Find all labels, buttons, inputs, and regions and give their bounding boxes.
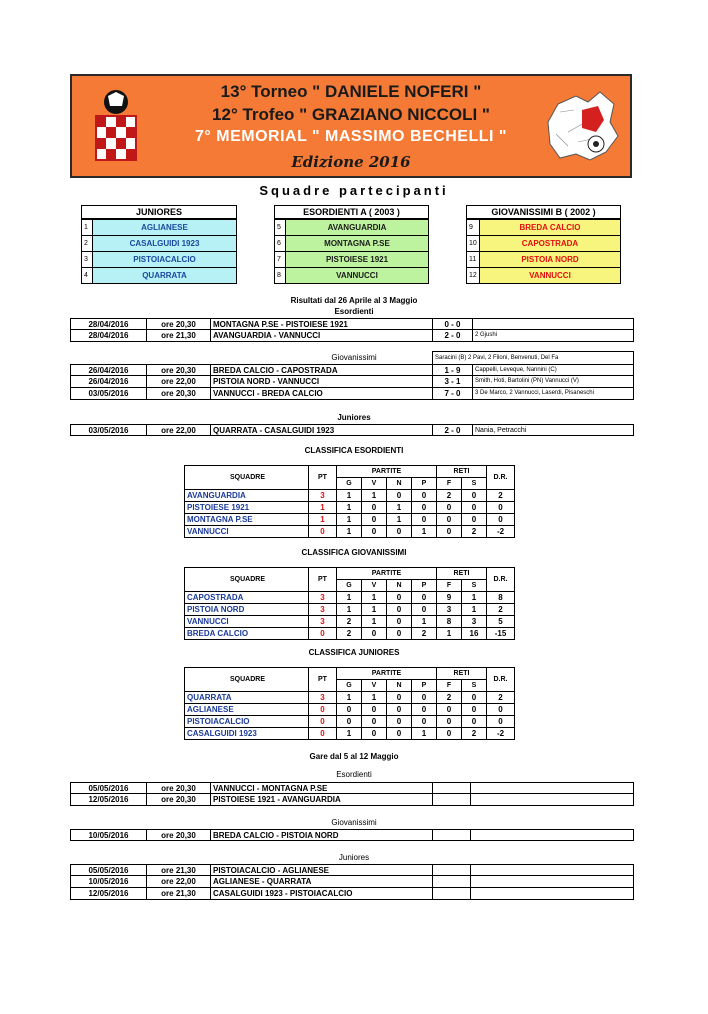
standings-giovanissimi-title: CLASSIFICA GIOVANISSIMI: [301, 548, 407, 557]
wins: 0: [362, 704, 387, 716]
match-time: ore 21,30: [147, 888, 211, 899]
match-result: 2 - 0: [433, 330, 473, 341]
result-row: [70, 318, 634, 330]
team-name: AVANGUARDIA: [185, 490, 309, 502]
table-row: [185, 604, 515, 616]
goals-against: 1: [462, 604, 487, 616]
draws: 1: [387, 502, 412, 514]
losses: 0: [412, 604, 437, 616]
edition-label: Edizione 2016: [291, 153, 411, 171]
team-name: BREDA CALCIO: [480, 220, 621, 236]
fixture-row: [70, 829, 634, 841]
points: 3: [309, 604, 337, 616]
col-s: S: [462, 478, 487, 490]
table-row: [185, 490, 515, 502]
team-name: PISTOIESE 1921: [286, 252, 429, 268]
goal-difference: 2: [487, 604, 515, 616]
goals-against: 2: [462, 728, 487, 740]
draws: 0: [387, 692, 412, 704]
goal-difference: 2: [487, 490, 515, 502]
match-result: 3 - 1: [433, 376, 473, 387]
match-date: 26/04/2016: [71, 376, 147, 387]
wins: 0: [362, 502, 387, 514]
match-date: 03/05/2016: [71, 388, 147, 399]
col-s: S: [462, 580, 487, 592]
table-row: [185, 728, 515, 740]
wins: 0: [362, 628, 387, 640]
team-row: [81, 252, 237, 268]
col-v: V: [362, 580, 387, 592]
draws: 0: [387, 616, 412, 628]
match-teams: PISTOIESE 1921 - AVANGUARDIA: [211, 794, 433, 805]
team-name: VANNUCCI: [185, 616, 309, 628]
team-name: QUARRATA: [93, 268, 237, 284]
match-teams: AGLIANESE - QUARRATA: [211, 876, 433, 887]
col-reti: RETI: [437, 568, 487, 580]
team-name: CAPOSTRADA: [480, 236, 621, 252]
col-partite: PARTITE: [337, 668, 437, 680]
losses: 0: [412, 502, 437, 514]
fixture-row: [70, 888, 634, 900]
col-dr: D.R.: [487, 568, 515, 592]
goals-for: 2: [437, 692, 462, 704]
match-time: ore 20,30: [147, 365, 211, 375]
empty-cell: [433, 865, 471, 875]
points: 0: [309, 704, 337, 716]
games: 1: [337, 502, 362, 514]
table-row: [185, 502, 515, 514]
col-g: G: [337, 580, 362, 592]
draws: 0: [387, 728, 412, 740]
losses: 0: [412, 514, 437, 526]
games: 1: [337, 526, 362, 538]
col-dr: D.R.: [487, 466, 515, 490]
match-date: 28/04/2016: [71, 330, 147, 341]
juniores-teams-box: [81, 205, 237, 284]
goals-for: 0: [437, 704, 462, 716]
match-scorers: [473, 319, 633, 329]
match-teams: BREDA CALCIO - CAPOSTRADA: [211, 365, 433, 375]
col-g: G: [337, 478, 362, 490]
team-name: VANNUCCI: [480, 268, 621, 284]
goals-for: 3: [437, 604, 462, 616]
games: 0: [337, 716, 362, 728]
fixture-row: [70, 782, 634, 794]
losses: 0: [412, 490, 437, 502]
goal-difference: -15: [487, 628, 515, 640]
col-s: S: [462, 680, 487, 692]
result-row: [70, 364, 634, 376]
team-name: CAPOSTRADA: [185, 592, 309, 604]
match-teams: PISTOIA NORD - VANNUCCI: [211, 376, 433, 387]
col-n: N: [387, 680, 412, 692]
results-juniores-label: Juniores: [337, 413, 371, 422]
team-number: 12: [466, 268, 480, 284]
match-teams: VANNUCCI - BREDA CALCIO: [211, 388, 433, 399]
games: 1: [337, 490, 362, 502]
team-row: [274, 236, 429, 252]
empty-cell: [433, 783, 471, 793]
draws: 0: [387, 526, 412, 538]
team-name: PISTOIACALCIO: [185, 716, 309, 728]
team-name: AGLIANESE: [185, 704, 309, 716]
match-date: 10/05/2016: [71, 876, 147, 887]
goals-for: 8: [437, 616, 462, 628]
team-row: [81, 236, 237, 252]
games: 1: [337, 728, 362, 740]
group-title: JUNIORES: [81, 205, 237, 220]
col-pt: PT: [309, 568, 337, 592]
fixture-row: [70, 876, 634, 888]
scorers-note: Saracini (B) 2 Pavi, 2 Filoni, Benvenuti, Del Fa: [432, 351, 634, 364]
goal-difference: 0: [487, 704, 515, 716]
goals-for: 9: [437, 592, 462, 604]
table-row: [185, 616, 515, 628]
table-row: [185, 692, 515, 704]
empty-cell: [471, 876, 633, 887]
fixtures-heading: Gare dal 5 al 12 Maggio: [309, 752, 399, 761]
wins: 0: [362, 526, 387, 538]
losses: 0: [412, 692, 437, 704]
games: 1: [337, 514, 362, 526]
losses: 2: [412, 628, 437, 640]
team-row: [274, 220, 429, 236]
standings-juniores-table: [184, 667, 515, 740]
col-p: P: [412, 478, 437, 490]
points: 3: [309, 490, 337, 502]
col-pt: PT: [309, 668, 337, 692]
giovanissimi-teams-box: [466, 205, 621, 284]
match-scorers: Nania, Petracchi: [475, 427, 527, 434]
standings-esordienti-table: [184, 465, 515, 538]
header-banner: [70, 74, 632, 178]
col-reti: RETI: [437, 466, 487, 478]
goal-difference: 0: [487, 502, 515, 514]
points: 0: [309, 628, 337, 640]
match-time: ore 22,00: [147, 376, 211, 387]
match-time: ore 20,30: [147, 388, 211, 399]
col-n: N: [387, 580, 412, 592]
goals-against: 0: [462, 514, 487, 526]
result-row: [70, 330, 634, 342]
team-number: 1: [81, 220, 93, 236]
match-scorers: 3 De Marco, 2 Vannucci, Laserdi, Pisaneschi: [475, 390, 594, 396]
draws: 1: [387, 514, 412, 526]
fixture-row: [70, 794, 634, 806]
points: 3: [309, 692, 337, 704]
team-name: AVANGUARDIA: [286, 220, 429, 236]
goals-against: 0: [462, 704, 487, 716]
table-row: [185, 716, 515, 728]
team-number: 11: [466, 252, 480, 268]
match-date: 10/05/2016: [71, 830, 147, 840]
goals-against: 0: [462, 692, 487, 704]
games: 1: [337, 604, 362, 616]
table-row: [185, 526, 515, 538]
match-time: ore 21,30: [147, 865, 211, 875]
match-date: 05/05/2016: [71, 865, 147, 875]
wins: 1: [362, 490, 387, 502]
table-row: [185, 704, 515, 716]
tournament-title-line-3: 7° MEMORIAL " MASSIMO BECHELLI ": [195, 128, 507, 145]
empty-cell: [433, 888, 471, 899]
match-teams: QUARRATA - CASALGUIDI 1923: [211, 425, 433, 435]
table-row: [185, 514, 515, 526]
match-scorers: Cappelli, Leveque, Nannini (C): [475, 367, 557, 373]
losses: 1: [412, 728, 437, 740]
team-number: 8: [274, 268, 286, 284]
empty-cell: [433, 876, 471, 887]
col-v: V: [362, 680, 387, 692]
col-f: F: [437, 680, 462, 692]
match-result: 1 - 9: [433, 365, 473, 375]
match-date: 05/05/2016: [71, 783, 147, 793]
empty-cell: [433, 794, 471, 805]
result-row: [70, 388, 634, 400]
col-partite: PARTITE: [337, 466, 437, 478]
fixtures-juniores-label: Juniores: [338, 853, 370, 862]
col-f: F: [437, 580, 462, 592]
col-squadre: SQUADRE: [185, 668, 309, 692]
draws: 0: [387, 592, 412, 604]
team-row: [274, 252, 429, 268]
col-p: P: [412, 680, 437, 692]
tournament-title-line-2: 12° Trofeo " GRAZIANO NICCOLI ": [212, 105, 490, 124]
goal-difference: 8: [487, 592, 515, 604]
col-reti: RETI: [437, 668, 487, 680]
match-time: ore 22,00: [147, 425, 211, 435]
points: 1: [309, 502, 337, 514]
losses: 1: [412, 616, 437, 628]
esordienti-teams-box: [274, 205, 429, 284]
team-row: [466, 236, 621, 252]
team-row: [466, 220, 621, 236]
team-row: [81, 220, 237, 236]
match-scorers: Smith, Hoti, Bartolini (PN) Vannucci (V): [475, 378, 579, 384]
match-teams: CASALGUIDI 1923 - PISTOIACALCIO: [211, 888, 433, 899]
col-dr: D.R.: [487, 668, 515, 692]
col-g: G: [337, 680, 362, 692]
team-name: AGLIANESE: [93, 220, 237, 236]
team-row: [274, 268, 429, 284]
wins: 1: [362, 604, 387, 616]
standings-esordienti-title: CLASSIFICA ESORDIENTI: [304, 446, 404, 455]
results-esordienti-label: Esordienti: [334, 307, 374, 316]
col-f: F: [437, 478, 462, 490]
result-row: [70, 424, 634, 436]
wins: 1: [362, 692, 387, 704]
empty-cell: [471, 783, 633, 793]
match-result: 0 - 0: [433, 319, 473, 329]
fixture-row: [70, 864, 634, 876]
team-name: MONTAGNA P.SE: [185, 514, 309, 526]
participants-heading: Squadre partecipanti: [259, 183, 449, 198]
goals-for: 0: [437, 728, 462, 740]
team-name: CASALGUIDI 1923: [93, 236, 237, 252]
goals-against: 0: [462, 716, 487, 728]
match-teams: BREDA CALCIO - PISTOIA NORD: [211, 830, 433, 840]
goals-for: 1: [437, 628, 462, 640]
match-date: 12/05/2016: [71, 888, 147, 899]
points: 1: [309, 514, 337, 526]
team-number: 6: [274, 236, 286, 252]
draws: 0: [387, 490, 412, 502]
empty-cell: [433, 830, 471, 840]
losses: 0: [412, 704, 437, 716]
empty-cell: [471, 830, 633, 840]
games: 2: [337, 616, 362, 628]
goal-difference: -2: [487, 728, 515, 740]
match-time: ore 22,00: [147, 876, 211, 887]
goals-for: 0: [437, 514, 462, 526]
team-row: [81, 268, 237, 284]
goals-against: 0: [462, 490, 487, 502]
team-name: QUARRATA: [185, 692, 309, 704]
team-row: [466, 268, 621, 284]
points: 0: [309, 526, 337, 538]
goals-for: 0: [437, 716, 462, 728]
wins: 1: [362, 592, 387, 604]
team-name: PISTOIESE 1921: [185, 502, 309, 514]
empty-cell: [471, 794, 633, 805]
draws: 0: [387, 604, 412, 616]
games: 1: [337, 692, 362, 704]
col-partite: PARTITE: [337, 568, 437, 580]
match-teams: VANNUCCI - MONTAGNA P.SE: [211, 783, 433, 793]
team-row: [466, 252, 621, 268]
wins: 0: [362, 514, 387, 526]
wins: 0: [362, 716, 387, 728]
team-name: PISTOIA NORD: [185, 604, 309, 616]
tournament-title-line-1: 13° Torneo " DANIELE NOFERI ": [220, 82, 482, 101]
losses: 1: [412, 526, 437, 538]
fixtures-esordienti-label: Esordienti: [336, 770, 372, 779]
draws: 0: [387, 704, 412, 716]
goal-difference: 2: [487, 692, 515, 704]
team-name: PISTOIA NORD: [480, 252, 621, 268]
col-squadre: SQUADRE: [185, 466, 309, 490]
goals-against: 0: [462, 502, 487, 514]
games: 0: [337, 704, 362, 716]
region-map-icon: [538, 82, 622, 172]
team-number: 2: [81, 236, 93, 252]
col-pt: PT: [309, 466, 337, 490]
col-v: V: [362, 478, 387, 490]
team-number: 4: [81, 268, 93, 284]
match-date: 12/05/2016: [71, 794, 147, 805]
team-name: VANNUCCI: [286, 268, 429, 284]
match-teams: AVANGUARDIA - VANNUCCI: [211, 330, 433, 341]
match-result: 7 - 0: [433, 388, 473, 399]
empty-cell: [471, 865, 633, 875]
match-teams: PISTOIACALCIO - AGLIANESE: [211, 865, 433, 875]
goals-for: 0: [437, 526, 462, 538]
result-row: [70, 376, 634, 388]
match-time: ore 20,30: [147, 319, 211, 329]
standings-juniores-title: CLASSIFICA JUNIORES: [308, 648, 400, 657]
results-heading: Risultati dal 26 Aprile al 3 Maggio: [290, 296, 418, 305]
goals-against: 3: [462, 616, 487, 628]
match-date: 28/04/2016: [71, 319, 147, 329]
games: 1: [337, 592, 362, 604]
match-date: 26/04/2016: [71, 365, 147, 375]
fixtures-giovanissimi-label: Giovanissimi: [331, 818, 377, 827]
games: 2: [337, 628, 362, 640]
team-name: MONTAGNA P.SE: [286, 236, 429, 252]
losses: 0: [412, 716, 437, 728]
team-name: BREDA CALCIO: [185, 628, 309, 640]
match-result: 2 - 0: [433, 425, 473, 435]
points: 0: [309, 716, 337, 728]
goals-against: 2: [462, 526, 487, 538]
results-giovanissimi-label: Giovanissimi: [331, 353, 377, 362]
team-number: 10: [466, 236, 480, 252]
team-number: 3: [81, 252, 93, 268]
goals-against: 16: [462, 628, 487, 640]
group-title: ESORDIENTI A ( 2003 ): [274, 205, 429, 220]
match-time: ore 20,30: [147, 830, 211, 840]
match-time: ore 20,30: [147, 794, 211, 805]
col-p: P: [412, 580, 437, 592]
points: 0: [309, 728, 337, 740]
match-teams: MONTAGNA P.SE - PISTOIESE 1921: [211, 319, 433, 329]
wins: 1: [362, 616, 387, 628]
match-time: ore 20,30: [147, 783, 211, 793]
goal-difference: 0: [487, 716, 515, 728]
goal-difference: -2: [487, 526, 515, 538]
empty-cell: [471, 888, 633, 899]
team-name: PISTOIACALCIO: [93, 252, 237, 268]
col-squadre: SQUADRE: [185, 568, 309, 592]
draws: 0: [387, 716, 412, 728]
team-number: 9: [466, 220, 480, 236]
standings-giovanissimi-table: [184, 567, 515, 640]
goals-for: 2: [437, 490, 462, 502]
points: 3: [309, 592, 337, 604]
wins: 0: [362, 728, 387, 740]
match-time: ore 21,30: [147, 330, 211, 341]
team-number: 7: [274, 252, 286, 268]
goals-for: 0: [437, 502, 462, 514]
draws: 0: [387, 628, 412, 640]
group-title: GIOVANISSIMI B ( 2002 ): [466, 205, 621, 220]
team-name: VANNUCCI: [185, 526, 309, 538]
goal-difference: 5: [487, 616, 515, 628]
points: 3: [309, 616, 337, 628]
team-number: 5: [274, 220, 286, 236]
team-name: CASALGUIDI 1923: [185, 728, 309, 740]
table-row: [185, 592, 515, 604]
goal-difference: 0: [487, 514, 515, 526]
col-n: N: [387, 478, 412, 490]
losses: 0: [412, 592, 437, 604]
match-scorers: 2 Gjushi: [475, 332, 498, 338]
match-date: 03/05/2016: [71, 425, 147, 435]
table-row: [185, 628, 515, 640]
goals-against: 1: [462, 592, 487, 604]
